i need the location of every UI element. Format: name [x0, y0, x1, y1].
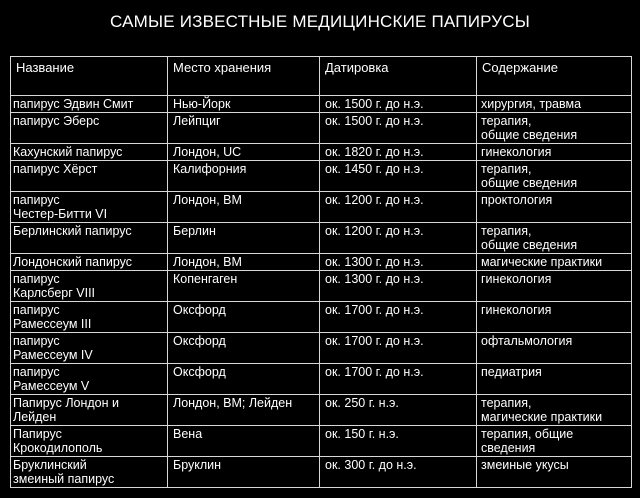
table-row — [11, 144, 632, 161]
cell-place: Калифорния — [168, 161, 320, 192]
cell-name: Лондонский папирус — [11, 254, 168, 271]
cell-content: змеиные укусы — [477, 457, 632, 488]
cell-content: хирургия, травма — [477, 96, 632, 113]
cell-date: ок. 1200 г. до н.э. — [320, 223, 477, 254]
cell-content: гинекология — [477, 271, 632, 302]
cell-place: Нью-Йорк — [168, 96, 320, 113]
cell-name: папирус Рамессеум IV — [11, 333, 168, 364]
cell-place: Лондон, UC — [168, 144, 320, 161]
cell-content: магические практики — [477, 254, 632, 271]
cell-name: Бруклинский змеиный папирус — [11, 457, 168, 488]
cell-place: Оксфорд — [168, 302, 320, 333]
cell-name: Папирус Крокодилополь — [11, 426, 168, 457]
cell-name: Папирус Лондон и Лейден — [11, 395, 168, 426]
table-row — [11, 192, 632, 223]
column-header-name: Название — [11, 57, 168, 96]
table-row — [11, 302, 632, 333]
table-header-row — [11, 57, 632, 96]
cell-content: терапия, магические практики — [477, 395, 632, 426]
cell-place: Копенгаген — [168, 271, 320, 302]
table-row — [11, 426, 632, 457]
cell-name: Берлинский папирус — [11, 223, 168, 254]
cell-content: гинекология — [477, 144, 632, 161]
column-header-date: Датировка — [320, 57, 477, 96]
cell-content: гинекология — [477, 302, 632, 333]
table-row — [11, 161, 632, 192]
table-row — [11, 254, 632, 271]
cell-date: ок. 1700 г. до н.э. — [320, 364, 477, 395]
cell-date: ок. 1820 г. до н.э. — [320, 144, 477, 161]
cell-date: ок. 1500 г. до н.э. — [320, 113, 477, 144]
cell-date: ок. 1200 г. до н.э. — [320, 192, 477, 223]
cell-place: Лейпциг — [168, 113, 320, 144]
cell-name: папирус Честер-Битти VI — [11, 192, 168, 223]
cell-place: Оксфорд — [168, 364, 320, 395]
papyri-table — [10, 56, 632, 488]
cell-date: ок. 150 г. н.э. — [320, 426, 477, 457]
table-row — [11, 364, 632, 395]
cell-date: ок. 1300 г. до н.э. — [320, 271, 477, 302]
cell-content: терапия, общие сведения — [477, 161, 632, 192]
cell-content: проктология — [477, 192, 632, 223]
cell-place: Бруклин — [168, 457, 320, 488]
table-row — [11, 223, 632, 254]
cell-date: ок. 250 г. н.э. — [320, 395, 477, 426]
cell-name: папирус Карлсберг VIII — [11, 271, 168, 302]
cell-date: ок. 1450 г. до н.э. — [320, 161, 477, 192]
table-row — [11, 271, 632, 302]
cell-content: терапия, общие сведения — [477, 223, 632, 254]
cell-name: папирус Рамессеум V — [11, 364, 168, 395]
cell-date: ок. 1500 г. до н.э. — [320, 96, 477, 113]
cell-date: ок. 1700 г. до н.э. — [320, 302, 477, 333]
table-row — [11, 457, 632, 488]
column-header-content: Содержание — [477, 57, 632, 96]
cell-name: папирус Эдвин Смит — [11, 96, 168, 113]
cell-date: ок. 1300 г. до н.э. — [320, 254, 477, 271]
page-title: САМЫЕ ИЗВЕСТНЫЕ МЕДИЦИНСКИЕ ПАПИРУСЫ — [109, 12, 531, 31]
table-body — [11, 96, 632, 488]
table-row — [11, 113, 632, 144]
cell-content: педиатрия — [477, 364, 632, 395]
cell-name: папирус Хёрст — [11, 161, 168, 192]
cell-place: Лондон, BM — [168, 192, 320, 223]
cell-name: папирус Рамессеум III — [11, 302, 168, 333]
cell-place: Лондон, BM; Лейден — [168, 395, 320, 426]
cell-content: офтальмология — [477, 333, 632, 364]
cell-place: Оксфорд — [168, 333, 320, 364]
cell-content: терапия, общие сведения — [477, 426, 632, 457]
table-row — [11, 333, 632, 364]
cell-place: Лондон, BM — [168, 254, 320, 271]
cell-name: Кахунский папирус — [11, 144, 168, 161]
cell-date: ок. 1700 г. до н.э. — [320, 333, 477, 364]
cell-content: терапия, общие сведения — [477, 113, 632, 144]
cell-place: Берлин — [168, 223, 320, 254]
table-row — [11, 395, 632, 426]
table-row — [11, 96, 632, 113]
column-header-place: Место хранения — [168, 57, 320, 96]
cell-date: ок. 300 г. до н.э. — [320, 457, 477, 488]
cell-name: папирус Эберс — [11, 113, 168, 144]
cell-place: Вена — [168, 426, 320, 457]
